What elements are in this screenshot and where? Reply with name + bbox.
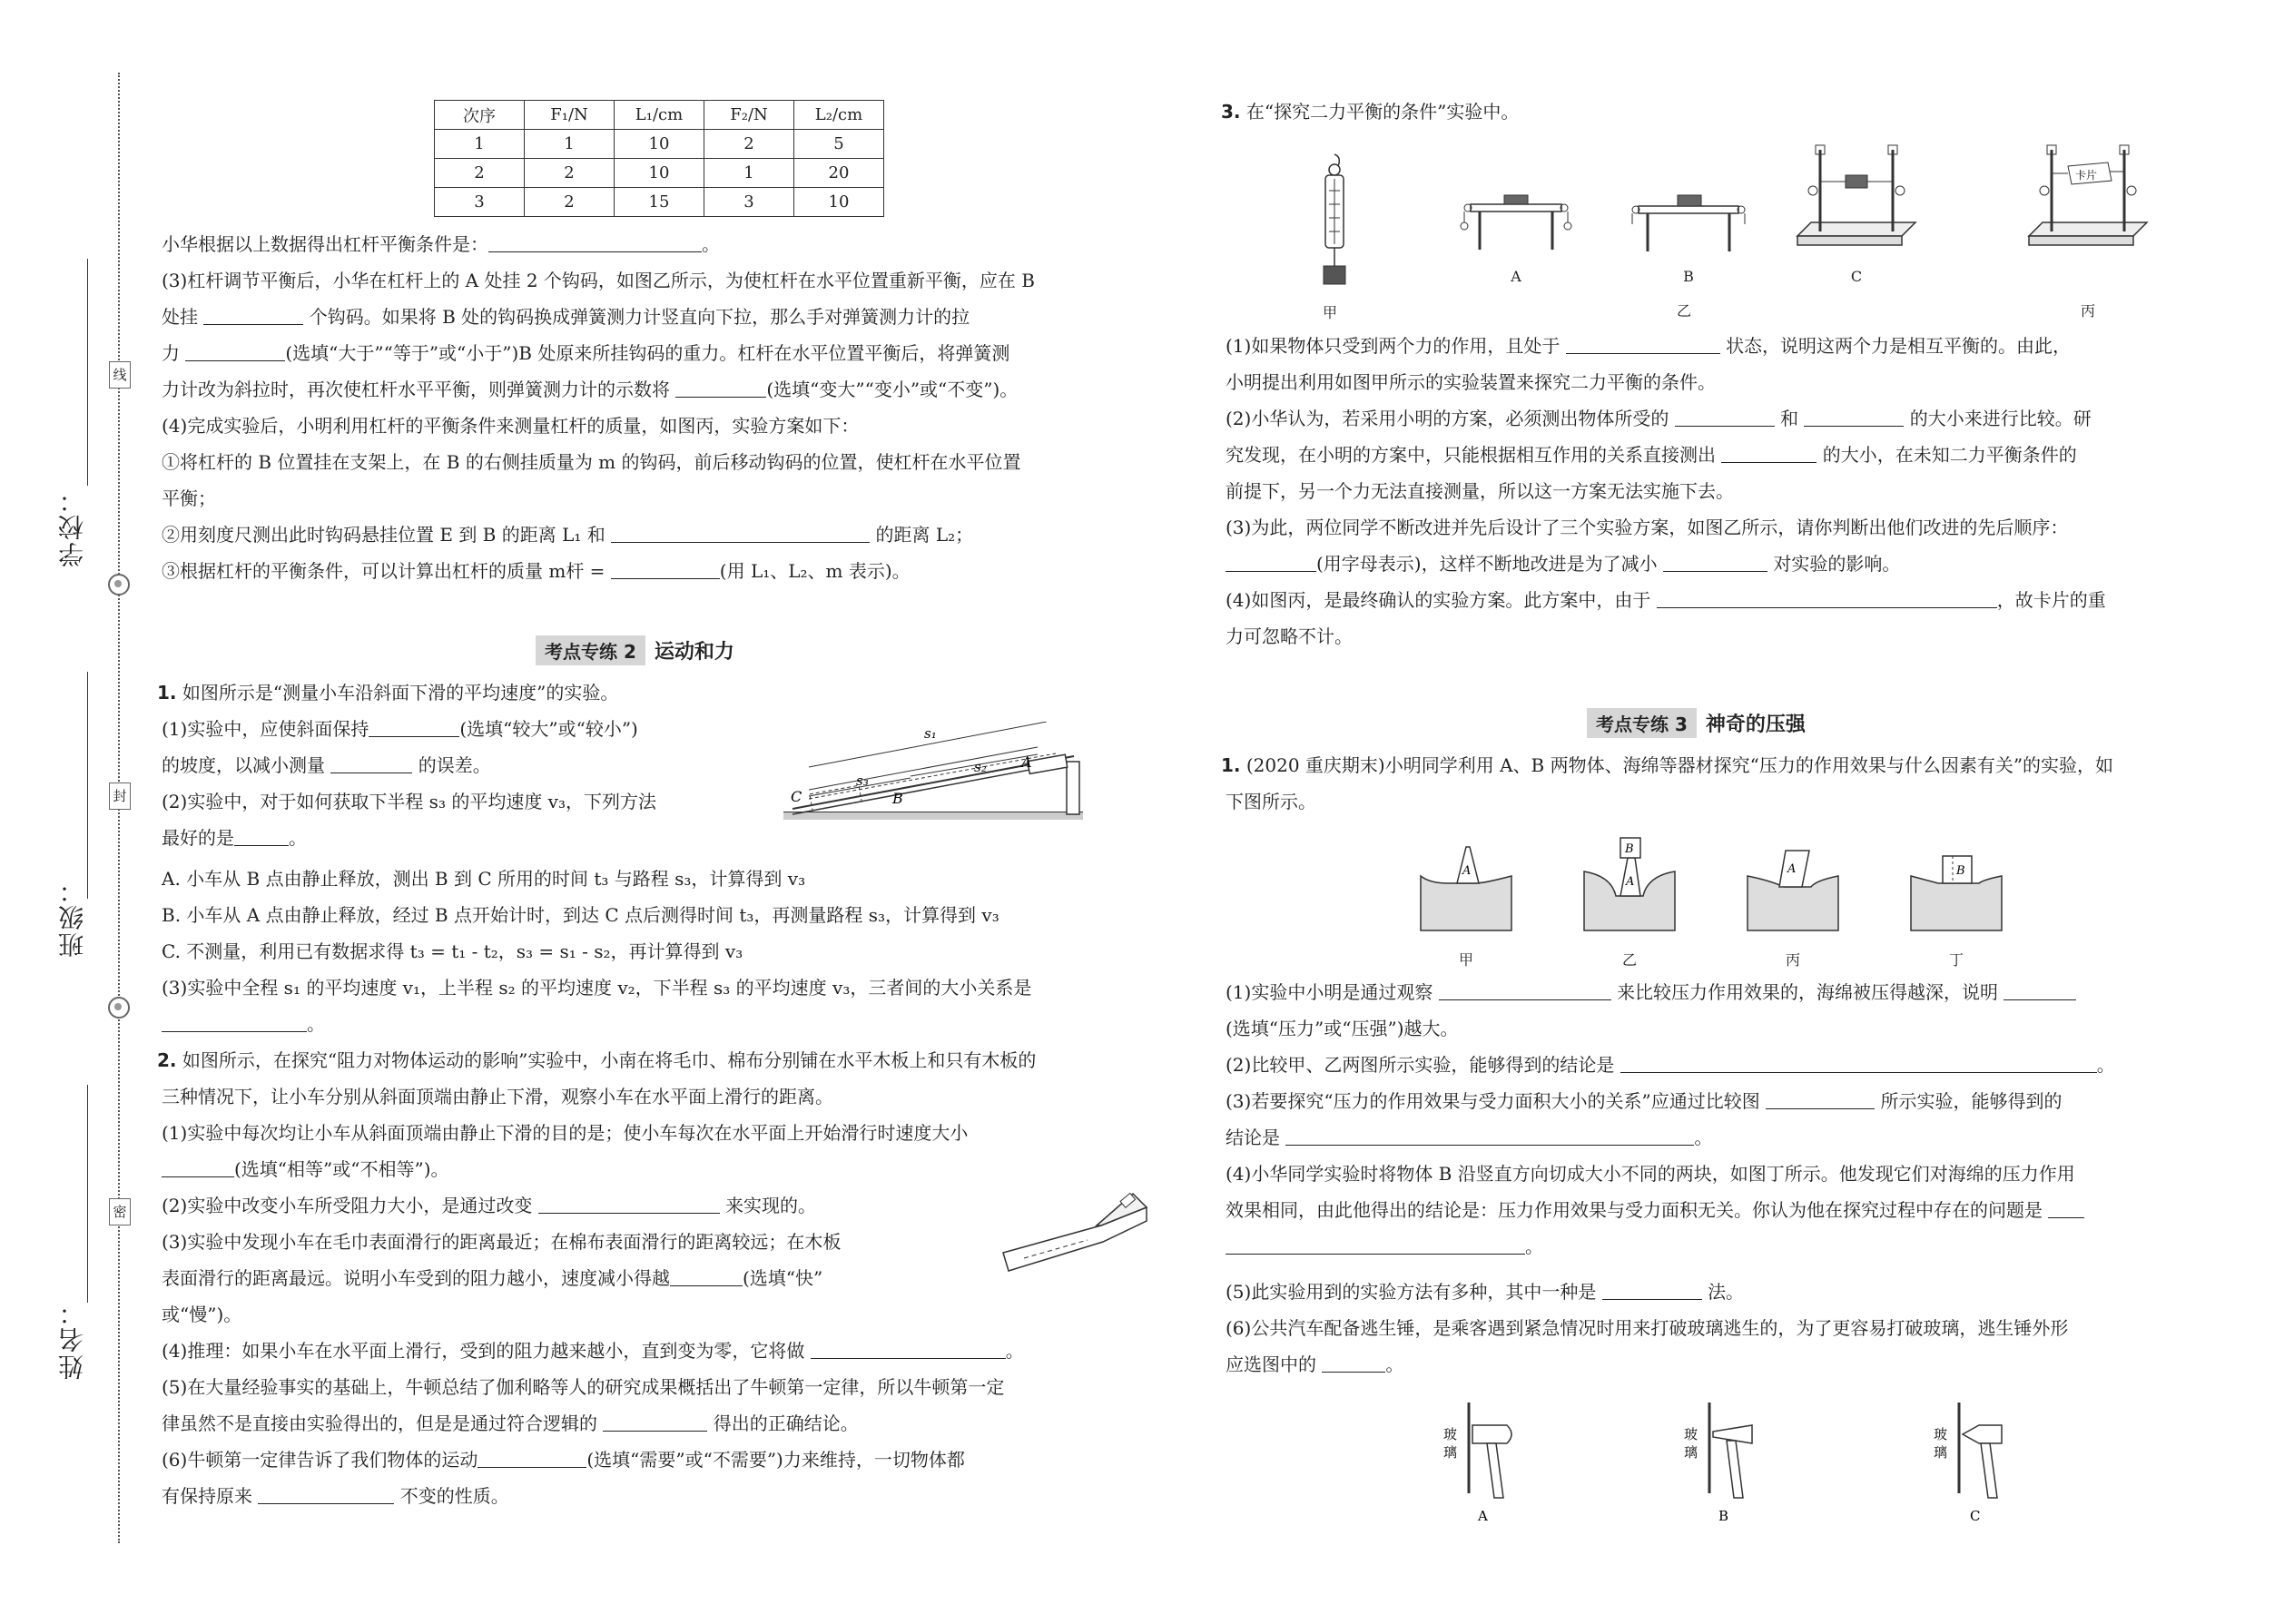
text-line: 律虽然不是直接由实验得出的，但是是通过符合逻辑的 得出的正确结论。 [162,1412,859,1434]
text-line: (3)杠杆调节平衡后，小华在杠杆上的 A 处挂 2 个钩码，如图乙所示，为使杠杆在水平位置重新平衡，应在 B [162,270,1035,291]
label-s3: s₃ [856,773,869,789]
text-line: (1)实验中小明是通过观察 来比较压力作用效果的，海绵被压得越深，说明 [1226,980,2076,1004]
name-label: 姓名： [57,1298,87,1380]
escape-hammer-figures [1443,1393,2170,1530]
apparatus-B [1625,186,1752,259]
table-cell: 10 [794,188,884,217]
text-line: ①将杠杆的 B 位置挂在支架上，在 B 的右侧挂质量为 m 的钩码，前后移动钩码的位置，使杠杆在水平位置 [162,451,1021,473]
caption-C: C [1850,268,1863,285]
apparatus-A [1457,186,1575,259]
table-cell: 3 [704,188,794,217]
table-cell: 2 [525,159,615,188]
text-line: 三种情况下，让小车分别从斜面顶端由静止下滑，观察小车在水平面上滑行的距离。 [162,1086,833,1107]
binding-char-1: 线 [109,361,131,389]
table-cell: 10 [615,159,704,188]
text-line: (3)实验中全程 s₁ 的平均速度 v₁，上半程 s₂ 的平均速度 v₂，下半程 s₃ 的平均速度 v₃，三者间的大小关系是 [162,977,1032,999]
answer-blank[interactable] [1804,408,1904,427]
answer-blank[interactable] [258,1485,394,1504]
text-line: 。 [1226,1235,1543,1258]
answer-blank[interactable] [538,1195,720,1214]
glass-label: 玻 [1934,1426,1948,1442]
table-cell: 15 [615,188,704,217]
binding-char-3: 密 [109,1198,131,1225]
answer-blank[interactable] [2048,1199,2084,1218]
table-cell: 2 [435,159,525,188]
answer-blank[interactable] [162,1013,307,1032]
table-header: L₂/cm [794,101,884,130]
text-line: (1)实验中，应使斜面保持 (选填“较大”或“较小”) [162,718,638,740]
caption-bing: 丙 [1785,951,1800,969]
table-cell: 1 [435,130,525,159]
answer-blank[interactable] [1657,589,1997,608]
answer-blank[interactable] [811,1340,1006,1359]
text-line: 效果相同，由此他得出的结论是：压力作用效果与受力面积无关。你认为他在探究过程中存在的问题是 [1226,1198,2084,1222]
text-line: 下图所示。 [1226,791,1316,812]
table-cell: 3 [435,188,525,217]
label-C: C [791,788,802,805]
text-line: 最好的是 。 [162,827,307,849]
label-s1: s₁ [924,725,937,742]
text-line: (3)若要探究“压力的作用效果与受力面积大小的关系”应通过比较图 所示实验，能够得到的 [1226,1090,2063,1112]
text-line: (1)如果物体只受到两个力的作用，且处于 状态，说明这两个力是相互平衡的。由此， [1226,335,2072,357]
table-header: F₂/N [704,101,794,130]
text-line: (3)为此，两位同学不断改进并先后设计了三个实验方案，如图乙所示，请你判断出他们改进的先后顺序： [1226,517,2069,538]
lever-data-table [434,100,884,217]
answer-blank[interactable] [1602,1281,1702,1300]
text-line: 处挂 个钩码。如果将 B 处的钩码换成弹簧测力计竖直向下拉，那么手对弹簧测力计的拉 [162,306,970,328]
text-line: (选填“相等”或“不相等”)。 [162,1157,449,1181]
table-header: F₁/N [525,101,615,130]
text-line: 结论是 。 [1226,1127,1713,1148]
block-label: B [1956,864,1965,878]
glass-label: 玻 [1443,1426,1458,1442]
answer-blank[interactable] [611,560,720,579]
text-line: 小华根据以上数据得出杠杆平衡条件是： 。 [162,233,720,255]
label-B: B [892,790,903,807]
answer-blank[interactable] [330,754,412,773]
text-line: 。 [162,1012,325,1036]
text-line: (4)推理：如果小车在水平面上滑行，受到的阻力越来越小，直到变为零，它将做 。 [162,1340,1024,1362]
answer-blank[interactable] [1322,1353,1385,1373]
name-write-line [87,1085,88,1303]
block-label: A [1787,862,1797,876]
answer-blank[interactable] [369,718,459,737]
answer-blank[interactable] [203,306,303,325]
answer-blank[interactable] [611,524,870,543]
glass-label: 玻 [1684,1426,1698,1442]
block-label: A [1626,875,1635,889]
option-label: A [1478,1508,1488,1524]
table-cell: 1 [525,130,615,159]
answer-blank[interactable] [1226,1235,1525,1255]
text-line: (选填“压力”或“压强”)越大。 [1226,1018,1459,1039]
caption-B: B [1683,268,1694,285]
class-label: 班级： [57,876,87,958]
table-header: L₁/cm [615,101,704,130]
text-line: 应选图中的 。 [1226,1353,1404,1375]
binding-char-2: 封 [109,782,131,810]
answer-blank[interactable] [675,379,766,398]
text-line: (2)实验中改变小车所受阻力大小，是通过改变 来实现的。 [162,1195,817,1216]
answer-blank[interactable] [1226,553,1316,572]
text-line: 平衡； [162,487,216,509]
ramp-figure [1001,1189,1151,1289]
answer-blank[interactable] [478,1449,586,1468]
answer-blank[interactable] [603,1412,707,1432]
text-line: 小明提出利用如图甲所示的实验装置来探究二力平衡的条件。 [1226,371,1716,393]
text-line: 或“慢”)。 [162,1304,242,1325]
text-line: (4)如图丙，是最终确认的实验方案。此方案中，由于 ，故卡片的重 [1226,589,2106,611]
text-line: ③根据杠杆的平衡条件，可以计算出杠杆的质量 m杆 = (用 L₁、L₂、m 表示)。 [162,560,911,582]
glass-label: 璃 [1443,1444,1458,1461]
answer-blank[interactable] [670,1267,743,1286]
text-line: 力 (选填“大于”“等于”或“小于”)B 处原来所挂钩码的重力。杠杆在水平位置平衡后，将弹簧测 [162,342,1010,364]
answer-blank[interactable] [162,1158,234,1177]
text-line: (1)实验中每次均让小车从斜面顶端由静止下滑的目的是；使小车每次在水平面上开始滑行时速度大小 [162,1122,969,1144]
answer-blank[interactable] [234,827,289,846]
caption-ding: 丁 [1948,951,1964,969]
section-title: 神奇的压强 [1705,714,1806,736]
spring-scale-figure [1298,150,1371,295]
text-line: (6)公共汽车配备逃生锤，是乘客遇到紧急情况时用来打破玻璃逃生的，为了更容易打破玻璃，逃生锤外形 [1226,1317,2069,1339]
section-header-2 [536,635,734,665]
answer-blank[interactable] [1620,1054,2097,1073]
apparatus-C [1793,141,1920,259]
table-row [435,159,884,188]
sponge-figures [1412,831,2047,958]
text-line: (5)此实验用到的实验方法有多种，其中一种是 法。 [1226,1281,1745,1303]
answer-blank[interactable] [185,342,285,361]
block-label: A [1462,864,1472,878]
caption-jia: 甲 [1458,951,1473,969]
table-cell: 1 [704,159,794,188]
label-A: A [1021,753,1032,771]
table-header: 次序 [435,101,525,130]
school-label: 学校： [57,486,87,567]
table-cell: 2 [704,130,794,159]
caption-yi: 乙 [1621,951,1637,969]
label-s2: s₂ [974,759,987,775]
option-label: B [1718,1508,1729,1524]
text-line: 表面滑行的距离最远。说明小车受到的阻力越小，速度减小得越 (选填“快” [162,1267,823,1289]
binding-hole-1 [108,574,130,595]
question-2: 2. 如图所示，在探究“阻力对物体运动的影响”实验中，小南在将毛巾、棉布分别铺在水平木板上和只有木板的 [157,1049,1037,1071]
table-cell: 2 [525,188,615,217]
caption-yi: 乙 [1676,302,1691,320]
answer-blank[interactable] [1721,444,1816,463]
caption-A: A [1511,268,1521,285]
binding-hole-2 [108,997,130,1019]
table-row [435,188,884,217]
text-line: 究发现，在小明的方案中，只能根据相互作用的关系直接测出 的大小，在未知二力平衡条件的 [1226,444,2077,466]
question-1: 1. 如图所示是“测量小车沿斜面下滑的平均速度”的实验。 [157,682,619,704]
section-title: 运动和力 [654,641,734,664]
option-A: A. 小车从 B 点由静止释放，测出 B 到 C 所用的时间 t₃ 与路程 s₃，计算得到 v₃ [162,868,806,890]
text-line: 有保持原来 不变的性质。 [162,1485,509,1507]
text-line: (2)小华认为，若采用小明的方案，必须测出物体所受的 和 的大小来进行比较。研 [1226,408,2092,429]
text-line: 力计改为斜拉时，再次使杠杆水平平衡，则弹簧测力计的示数将 (选填“变大”“变小”或“不变”)。 [162,379,1019,400]
text-line: (3)实验中发现小车在毛巾表面滑行的距离最近；在棉布表面滑行的距离较远；在木板 [162,1231,842,1253]
text-line: (2)比较甲、乙两图所示实验，能够得到的结论是 。 [1226,1054,2115,1076]
text-line: (2)实验中，对于如何获取下半程 s₃ 的平均速度 v₃，下列方法 [162,791,656,812]
class-write-line [87,672,88,899]
text-line: 前提下，另一个力无法直接测量，所以这一方案无法实施下去。 [1226,480,1734,502]
text-line: ②用刻度尺测出此时钩码悬挂位置 E 到 B 的距离 L₁ 和 的距离 L₂； [162,524,974,546]
table-cell: 20 [794,159,884,188]
glass-label: 璃 [1684,1444,1698,1461]
text-line: (用字母表示)，这样不断地改进是为了减小 对实验的影响。 [1226,552,1900,576]
apparatus-card [2024,141,2151,259]
text-line: 的坡度，以减小测量 的误差。 [162,754,491,776]
pressure-question-1: 1. (2020 重庆期末)小明同学利用 A、B 两物体、海绵等器材探究“压力的作用效果与什么因素有关”的实验，如 [1221,754,2114,776]
block-label: B [1625,842,1634,856]
incline-figure [783,722,1110,840]
section-header-3 [1587,708,1806,738]
section-tag: 考点专练 3 [1587,708,1697,738]
option-B: B. 小车从 A 点由静止释放，经过 B 点开始计时，到达 C 点后测得时间 t₃，再测量路程 s₃，计算得到 v₃ [162,904,999,926]
answer-blank[interactable] [1439,981,1611,1000]
text-line: (4)完成实验后，小明利用杠杆的平衡条件来测量杠杆的质量，如图丙，实验方案如下： [162,415,860,437]
option-C: C. 不测量，利用已有数据求得 t₃ = t₁ - t₂，s₃ = s₁ - s₂，再计算得到 v₃ [162,940,743,962]
text-line: 力可忽略不计。 [1226,625,1353,647]
option-label: C [1970,1508,1981,1524]
glass-label: 璃 [1934,1444,1948,1461]
section-tag: 考点专练 2 [536,635,645,665]
question-3: 3. 在“探究二力平衡的条件”实验中。 [1221,101,1520,123]
answer-blank[interactable] [1663,553,1767,572]
text-line: (4)小华同学实验时将物体 B 沿竖直方向切成大小不同的两块，如图丁所示。他发现它们对海绵的压力作用 [1226,1163,2075,1185]
caption-jia: 甲 [1322,304,1337,321]
table-row [435,130,884,159]
answer-blank[interactable] [488,233,702,252]
answer-blank[interactable] [1766,1090,1875,1109]
table-cell: 5 [794,130,884,159]
caption-bing: 丙 [2080,302,2095,320]
text-line: (6)牛顿第一定律告诉了我们物体的运动 (选填“需要”或“不需要”)力来维持，一切物体都 [162,1449,965,1471]
text-line: (5)在大量经验事实的基础上，牛顿总结了伽利略等人的研究成果概括出了牛顿第一定律，所以牛顿第一定 [162,1376,1005,1398]
answer-blank[interactable] [1566,335,1720,354]
table-header-row [435,101,884,130]
table-cell: 10 [615,130,704,159]
school-write-line [87,259,88,486]
answer-blank[interactable] [2004,981,2076,1000]
answer-blank[interactable] [1285,1127,1694,1146]
answer-blank[interactable] [1675,408,1775,427]
card-label: 卡片 [2075,169,2098,182]
